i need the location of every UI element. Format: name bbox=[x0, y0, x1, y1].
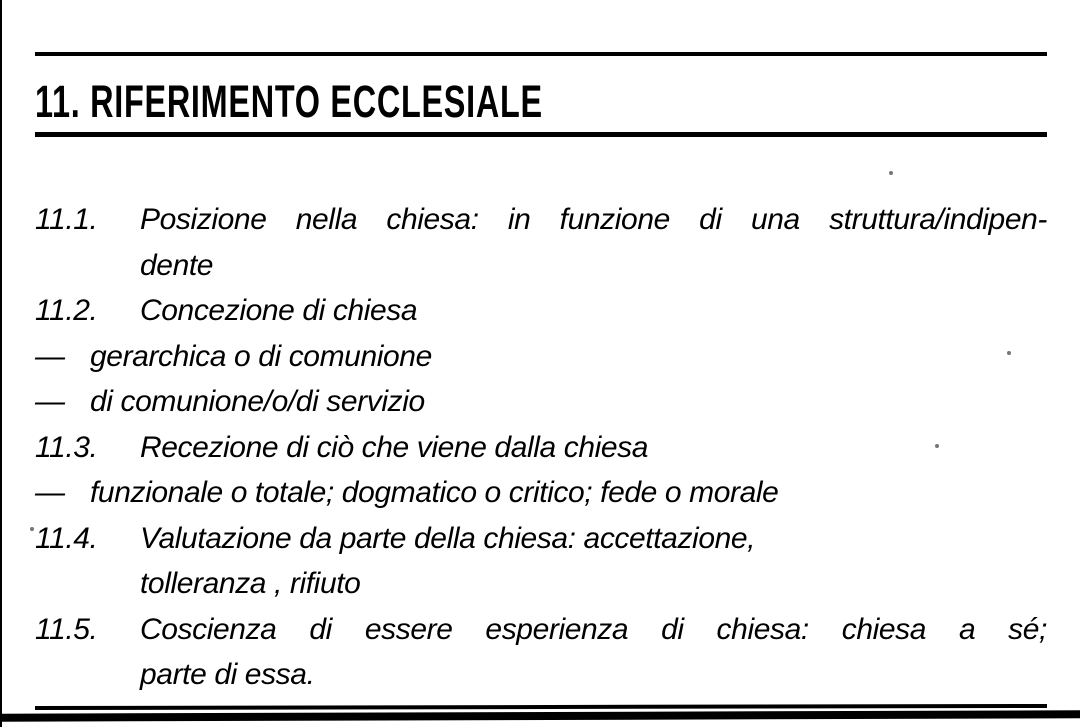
item-text-line: gerarchica o di comunione bbox=[90, 339, 432, 373]
heading-top-rule bbox=[35, 52, 1047, 56]
item-text-line: Valutazione da parte della chiesa: accettazione, bbox=[140, 521, 756, 555]
item-text-line: dente bbox=[140, 248, 214, 282]
heading-bottom-rule bbox=[35, 132, 1047, 137]
list-item bbox=[35, 379, 1047, 425]
item-dash: — bbox=[35, 339, 65, 373]
list-item bbox=[35, 607, 1047, 698]
list-item bbox=[35, 334, 1047, 380]
item-text-line: Posizione nella chiesa: in funzione di una struttura/indipen- bbox=[140, 203, 1047, 236]
list-item bbox=[35, 425, 1047, 471]
scan-speck bbox=[30, 527, 34, 531]
item-text-line: tolleranza , rifiuto bbox=[140, 567, 361, 600]
list-item bbox=[35, 470, 1047, 516]
scan-left-edge-line bbox=[0, 0, 2, 727]
section-heading: 11. RIFERIMENTO ECCLESIALE bbox=[35, 76, 543, 127]
item-text-line: Coscienza di essere esperienza di chiesa: chiesa a sé; bbox=[140, 612, 1047, 646]
item-number: 11.4. bbox=[35, 521, 98, 555]
item-number: 11.1. bbox=[35, 203, 98, 236]
item-number: 11.5. bbox=[35, 612, 98, 646]
outline-list bbox=[35, 197, 1047, 698]
list-item bbox=[35, 197, 1047, 288]
item-text-line: parte di essa. bbox=[140, 658, 315, 691]
item-text-line: Recezione di ciò che viene dalla chiesa bbox=[140, 430, 649, 464]
scan-speck bbox=[1007, 351, 1011, 355]
scan-speck bbox=[935, 444, 939, 448]
list-item bbox=[35, 516, 1047, 607]
item-number: 11.2. bbox=[35, 294, 98, 327]
item-number: 11.3. bbox=[35, 430, 98, 464]
page-bottom-rule bbox=[35, 704, 1047, 710]
item-dash: — bbox=[35, 385, 65, 418]
scan-speck bbox=[889, 171, 893, 175]
list-item bbox=[35, 288, 1047, 334]
item-dash: — bbox=[35, 476, 65, 509]
item-text-line: funzionale o totale; dogmatico o critico; fede o morale bbox=[90, 476, 779, 509]
item-text-line: Concezione di chiesa bbox=[140, 294, 418, 327]
scan-bottom-edge-bar bbox=[0, 710, 1080, 721]
item-text-line: di comunione/o/di servizio bbox=[90, 385, 425, 418]
